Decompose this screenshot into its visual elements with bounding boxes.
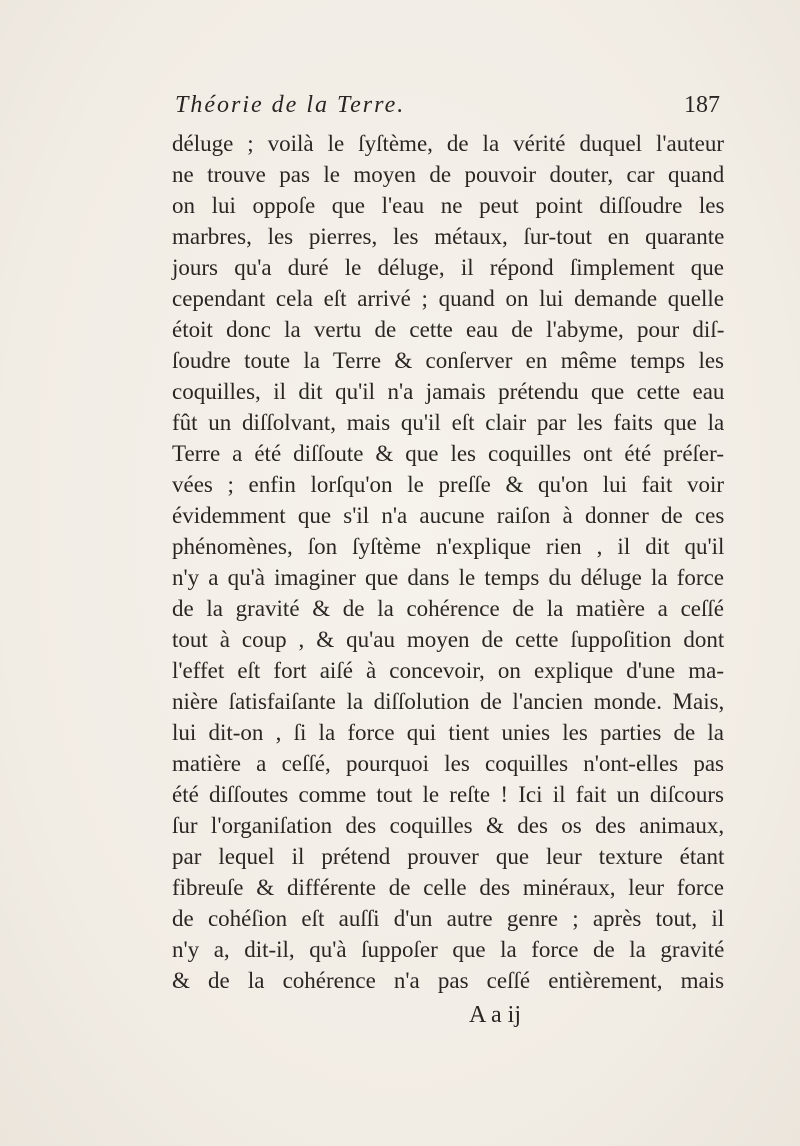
text-line: de la gravité & de la cohérence de la matière a ceſſé (172, 596, 724, 621)
text-line: étoit donc la vertu de cette eau de l'abyme, pour diſ- (172, 317, 725, 342)
text-line: déluge ; voilà le ſyſtème, de la vérité duquel l'auteur (172, 131, 725, 156)
text-line: Terre a été diſſoute & que les coquilles ont été préſer- (172, 441, 724, 466)
text-line: n'y a, dit-il, qu'à ſuppoſer que la force de la gravité (172, 937, 725, 962)
text-line: par lequel il prétend prouver que leur texture étant (172, 844, 725, 869)
text-line: phénomènes, ſon ſyſtème n'explique rien , il dit qu'il (172, 534, 725, 559)
running-head (175, 92, 720, 128)
running-head-title: Théorie de la Terre. (175, 92, 406, 118)
text-line: marbres, les pierres, les métaux, ſur-tout en quarante (172, 224, 725, 249)
text-line: ſoudre toute la Terre & conſerver en même temps les (172, 348, 724, 373)
text-line: coquilles, il dit qu'il n'a jamais prétendu que cette eau (172, 379, 725, 404)
page-number: 187 (684, 92, 720, 118)
text-line: l'effet eſt fort aiſé à concevoir, on explique d'une ma- (172, 658, 724, 683)
text-line: n'y a qu'à imaginer que dans le temps du déluge la force (172, 565, 724, 590)
text-line: fût un diſſolvant, mais qu'il eſt clair par les faits que la (172, 410, 725, 435)
text-line: de cohéſion eſt auſſi d'un autre genre ; après tout, il (172, 906, 725, 931)
text-line: lui dit-on , ſi la force qui tient unies les parties de la (172, 720, 724, 745)
text-line: fibreuſe & différente de celle des minéraux, leur force (172, 875, 724, 900)
text-line: nière ſatisfaiſante la diſſolution de l'ancien monde. Mais, (172, 689, 725, 714)
signature-mark: A a ij (469, 1002, 521, 1028)
text-line: ſur l'organiſation des coquilles & des os des animaux, (172, 813, 725, 838)
text-line: tout à coup , & qu'au moyen de cette ſuppoſition dont (172, 627, 725, 652)
text-line: évidemment que s'il n'a aucune raiſon à donner de ces (172, 503, 725, 528)
text-line: vées ; enfin lorſqu'on le preſſe & qu'on lui fait voir (172, 472, 725, 497)
body-text (172, 128, 724, 996)
text-line: & de la cohérence n'a pas ceſſé entièrement, mais (172, 968, 725, 993)
text-line: ne trouve pas le moyen de pouvoir douter, car quand (172, 162, 725, 187)
text-line: on lui oppoſe que l'eau ne peut point diſſoudre les (172, 193, 725, 218)
text-line: jours qu'a duré le déluge, il répond ſimplement que (172, 255, 724, 280)
text-line: matière a ceſſé, pourquoi les coquilles n'ont-elles pas (172, 751, 724, 776)
text-line: cependant cela eſt arrivé ; quand on lui demande quelle (172, 286, 724, 311)
text-line: été diſſoutes comme tout le reſte ! Ici il fait un diſcours (172, 782, 724, 807)
